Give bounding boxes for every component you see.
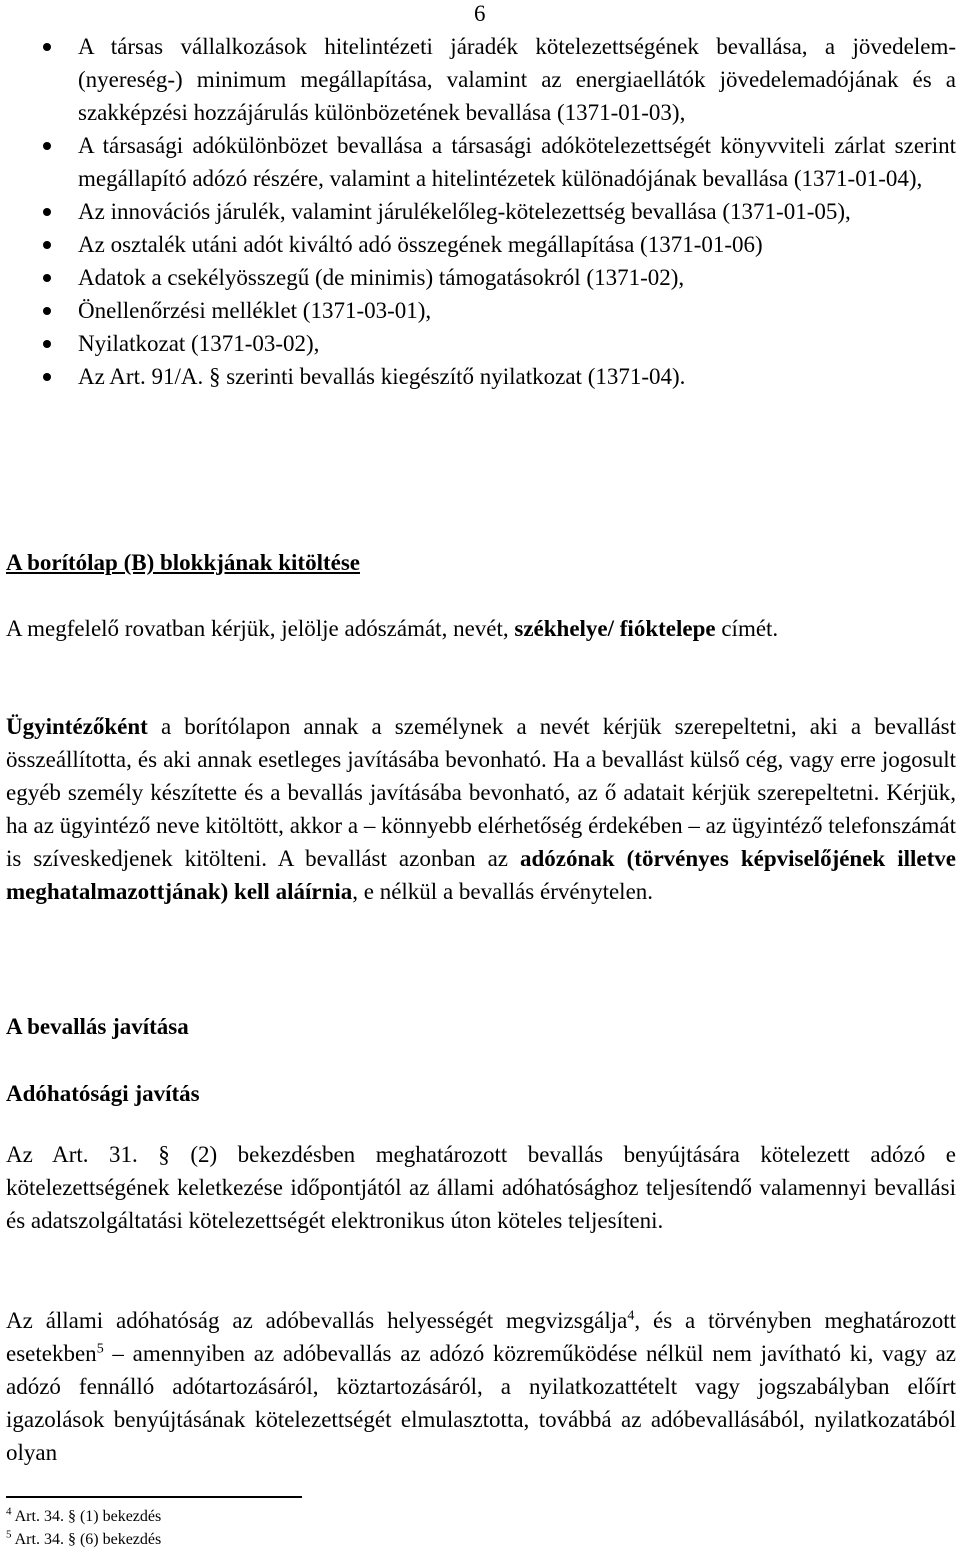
footnote (6, 1505, 161, 1528)
paragraph-ugyintezo (6, 710, 956, 908)
paragraph-address (6, 612, 956, 645)
list-item: Az innovációs járulék, valamint járulékelőleg-kötelezettség bevallása (1371-01-05), (6, 195, 956, 228)
page-number: 6 (474, 1, 486, 26)
section-heading-javitas: A bevallás javítása (6, 1014, 189, 1039)
list-item: Adatok a csekélyösszegű (de minimis) támogatásokról (1371-02), (6, 261, 956, 294)
paragraph-art31: Az Art. 31. § (2) bekezdésben meghatározott bevallás benyújtására kötelezett adózó e kötelezettségének keletkezése időpontjától az állami adóhatósághoz teljesítendő valamennyi bevallási és adatszolgáltatási kötelezettségét elektronikus úton köteles teljesíteni. (6, 1142, 956, 1233)
footnotes (6, 1505, 161, 1551)
paragraph-text: , és a törvényben meghatározott esetekben (6, 1308, 956, 1366)
footnote-text: Art. 34. § (6) bekezdés (11, 1531, 162, 1548)
emphasis-text: adózónak (törvényes képviselőjének illetve meghatalmazottjának) kell aláírnia (6, 846, 956, 904)
list-item: Az Art. 91/A. § szerinti bevallás kiegészítő nyilatkozat (1371-04). (6, 360, 956, 393)
form-list (6, 30, 956, 393)
footnote (6, 1528, 161, 1551)
paragraph-text: Az állami adóhatóság az adóbevallás helyességét megvizsgálja (6, 1308, 628, 1333)
paragraph-text: címét. (715, 616, 779, 641)
emphasis-text: székhelye/ fióktelepe (514, 616, 716, 641)
paragraph-text: , e nélkül a bevallás érvénytelen. (352, 879, 654, 904)
footnote-ref: 5 (96, 1341, 104, 1357)
list-item: Az osztalék utáni adót kiváltó adó összegének megállapítása (1371-01-06) (6, 228, 956, 261)
list-item: Nyilatkozat (1371-03-02), (6, 327, 956, 360)
section-heading-b-block: A borítólap (B) blokkjának kitöltése (6, 550, 360, 575)
subsection-heading-adohatosagi: Adóhatósági javítás (6, 1081, 200, 1106)
list-item: A társasági adókülönbözet bevallása a társasági adókötelezettségét könyvviteli zárlat szerint megállapító adózó részére, valamint a hitelintézetek különadójának bevallása (1371-01-04), (6, 129, 956, 195)
footnote-divider (6, 1496, 302, 1498)
emphasis-text: Ügyintézőként (6, 714, 148, 739)
list-item: A társas vállalkozások hitelintézeti járadék kötelezettségének bevallása, a jövedelem- (nyereség-) minimum megállapítása, valamint az energiaellátók jövedelemadójának és a szakképzési hozzájárulás különbözetének bevallása (1371-01-03), (6, 30, 956, 129)
paragraph-text: – amennyiben az adóbevallás az adózó közreműködése nélkül nem javítható ki, vagy az adózó fennálló adótartozásáról, köztartozásáról, a nyilatkozattételt vagy jogszabályban előírt igazolások benyújtásának kötelezettségét elmulasztotta, továbbá az adóbevallásából, nyilatkozatából olyan (6, 1341, 956, 1465)
paragraph-text: A megfelelő rovatban kérjük, jelölje adószámát, nevét, (6, 616, 515, 641)
footnote-ref: 4 (627, 1308, 635, 1324)
footnote-text: Art. 34. § (1) bekezdés (11, 1508, 162, 1525)
paragraph-adohatosag (6, 1304, 956, 1469)
paragraph-text: a borítólapon annak a személynek a nevét kérjük szerepeltetni, aki a bevallást összeállította, és aki annak esetleges javításába bevonható. Ha a bevallást külső cég, vagy erre jogosult egyéb személy készítette és a bevallás javításába bevonható, az ő adatait kérjük szerepeltetni. Kérjük, ha az ügyintéző neve kitöltött, akkor a – könnyebb elérhetőség érdekében – az ügyintéző telefonszámát is szíveskedjenek kitölteni. A bevallást azonban az (6, 714, 956, 871)
footnote-number: 5 (6, 1528, 12, 1541)
footnote-number: 4 (6, 1505, 12, 1518)
list-item: Önellenőrzési melléklet (1371-03-01), (6, 294, 956, 327)
